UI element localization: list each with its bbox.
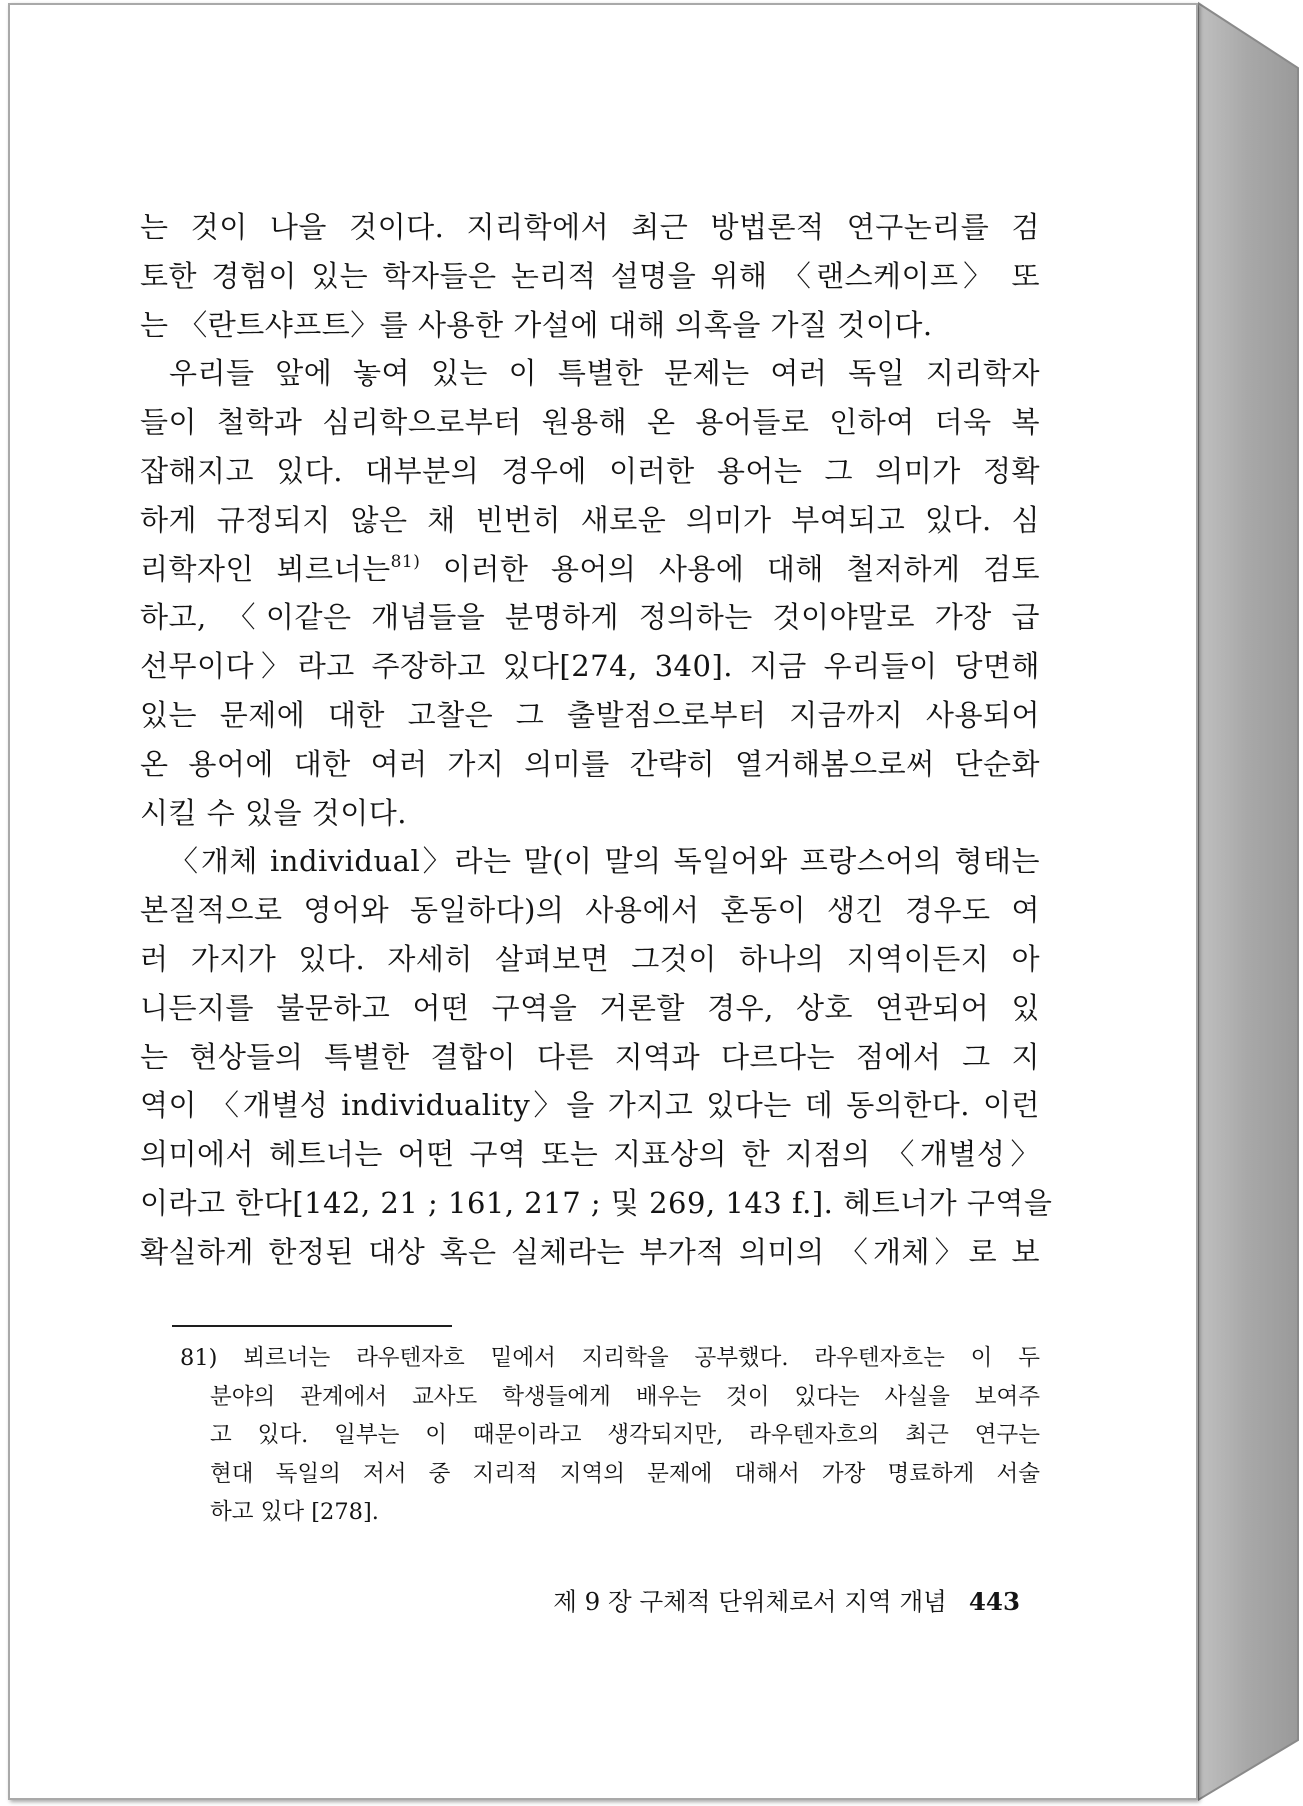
running-footer xyxy=(490,1577,1020,1627)
footnote xyxy=(180,1339,1040,1532)
body-text xyxy=(140,203,1053,1277)
body-line: 우리들 앞에 놓여 있는 이 특별한 문제는 여러 독일 지리학자 xyxy=(169,356,1040,391)
footnote-reference[interactable]: 81) xyxy=(390,551,421,572)
body-line: 잡해지고 있다. 대부분의 경우에 이러한 용어는 그 의미가 정확 xyxy=(140,453,1040,488)
body-line: 온 용어에 대한 여러 가지 의미를 간략히 열거해봄으로써 단순화 xyxy=(140,746,1040,781)
body-line: 본질적으로 영어와 동일하다)의 사용에서 혼동이 생긴 경우도 여 xyxy=(140,893,1040,928)
body-line: 〈개체 individual〉라는 말(이 말의 독일어와 프랑스어의 형태는 xyxy=(169,844,1040,879)
body-line: 러 가지가 있다. 자세히 살펴보면 그것이 하나의 지역이든지 아 xyxy=(140,941,1040,976)
body-line: 이라고 한다[142, 21 ; 161, 217 ; 및 269, 143 f.]. 헤트너가 구역을 xyxy=(140,1185,1053,1220)
body-line: 하고, 〈이같은 개념들을 분명하게 정의하는 것이야말로 가장 급 xyxy=(140,600,1040,635)
book-edge-face xyxy=(1198,3,1298,1800)
book-page xyxy=(8,3,1198,1800)
body-line: 있는 문제에 대한 고찰은 그 출발점으로부터 지금까지 사용되어 xyxy=(140,697,1040,732)
body-line: 역이 〈개별성 individuality〉을 가지고 있다는 데 동의한다. 이런 xyxy=(140,1088,1040,1123)
footnote-line: 현대 독일의 저서 중 지리적 지역의 문제에 대해서 가장 명료하게 서술 xyxy=(210,1460,1040,1487)
body-line-with-footnote-ref xyxy=(140,545,1040,594)
body-line: 의미에서 헤트너는 어떤 구역 또는 지표상의 한 지점의 〈개별성〉 xyxy=(140,1137,1040,1172)
footnote-line: 하고 있다 [278]. xyxy=(210,1499,379,1525)
chapter-title: 제 9 장 구체적 단위체로서 지역 개념 xyxy=(553,1587,947,1616)
book-edge-shading xyxy=(1198,0,1303,1806)
body-line: 들이 철학과 심리학으로부터 원용해 온 용어들로 인하여 더욱 복 xyxy=(140,405,1040,440)
footnote-line: 분야의 관계에서 교사도 학생들에게 배우는 것이 있다는 사실을 보여주 xyxy=(210,1383,1040,1410)
body-line: 시킬 수 있을 것이다. xyxy=(140,795,407,830)
page-number: 443 xyxy=(968,1587,1020,1616)
body-line-part: 이러한 용어의 사용에 대해 철저하게 검토 xyxy=(442,551,1040,586)
body-line: 확실하게 한정된 대상 혹은 실체라는 부가적 의미의 〈개체〉로 보 xyxy=(140,1234,1040,1269)
body-line: 토한 경험이 있는 학자들은 논리적 설명을 위해 〈랜스케이프〉 또 xyxy=(140,258,1040,293)
body-line: 니든지를 불문하고 어떤 구역을 거론할 경우, 상호 연관되어 있 xyxy=(140,990,1040,1025)
body-line: 하게 규정되지 않은 채 빈번히 새로운 의미가 부여되고 있다. 심 xyxy=(140,502,1040,537)
body-line: 는 것이 나을 것이다. 지리학에서 최근 방법론적 연구논리를 검 xyxy=(140,210,1040,244)
body-line: 선무이다〉라고 주장하고 있다[274, 340]. 지금 우리들이 당면해 xyxy=(140,649,1040,684)
footnote-line: 81) 뵈르너는 라우텐자흐 밑에서 지리학을 공부했다. 라우텐자흐는 이 두 xyxy=(180,1345,1040,1371)
body-line: 는 현상들의 특별한 결합이 다른 지역과 다르다는 점에서 그 지 xyxy=(140,1039,1040,1074)
body-line-part: 리학자인 뵈르너는 xyxy=(140,551,391,586)
body-line: 는 〈란트샤프트〉를 사용한 가설에 대해 의혹을 가질 것이다. xyxy=(140,307,933,342)
footnote-line: 고 있다. 일부는 이 때문이라고 생각되지만, 라우텐자흐의 최근 연구는 xyxy=(210,1422,1040,1448)
footnote-divider xyxy=(172,1325,452,1327)
